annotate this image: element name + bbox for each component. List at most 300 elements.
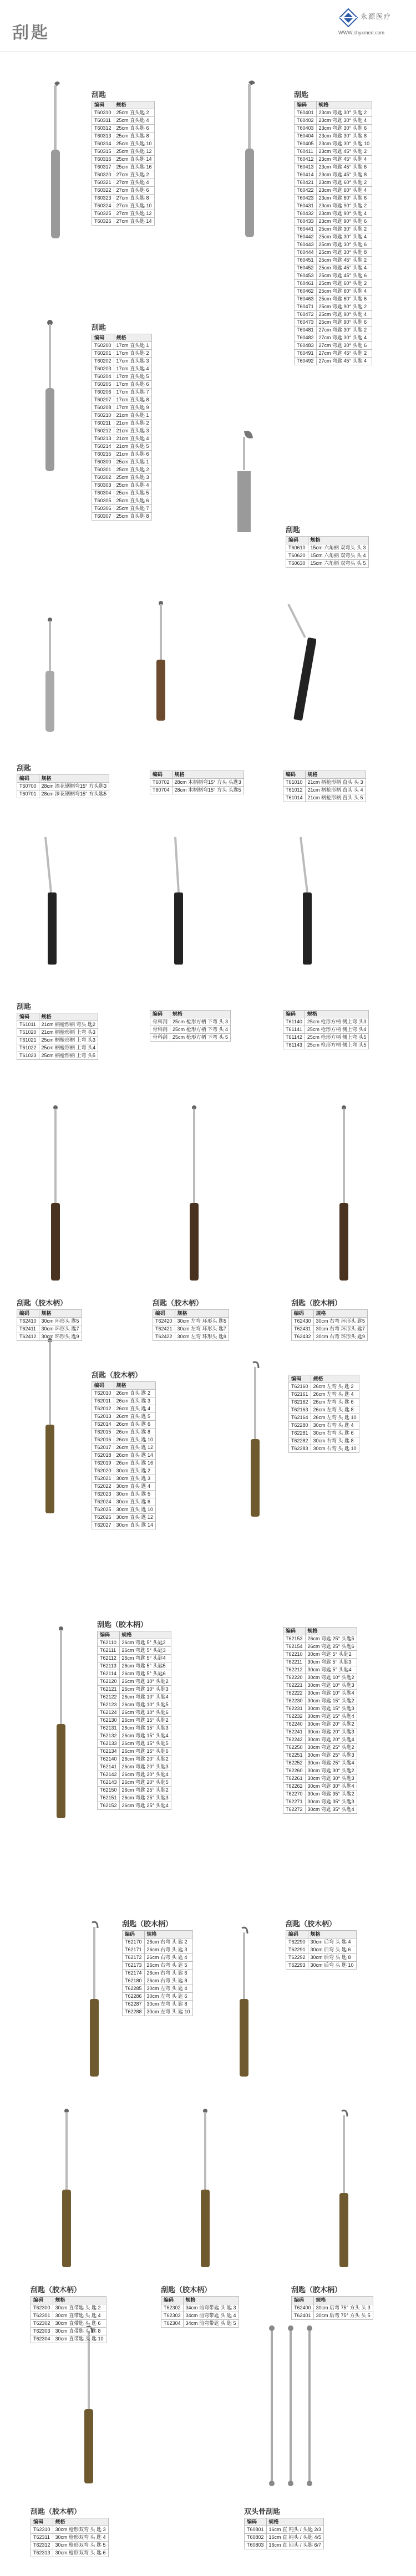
table-row bbox=[283, 1736, 357, 1744]
product-code-cell: T62410 bbox=[17, 1318, 39, 1325]
product-spec-cell: 25cm 直头匙 4 bbox=[114, 482, 151, 489]
product-spec-cell: 30cm 直头 匙 10 bbox=[114, 1506, 156, 1514]
product-table-block bbox=[17, 1001, 98, 1060]
product-spec-cell: 30cm 直头 匙 4 bbox=[114, 1483, 156, 1491]
table-header-row bbox=[283, 771, 366, 779]
product-code-cell: T62304 bbox=[161, 2320, 184, 2328]
table-row bbox=[17, 783, 109, 790]
table-row bbox=[283, 1705, 357, 1713]
table-header-row bbox=[292, 2297, 373, 2304]
product-spec-cell: 23cm 弯匙 45° 头匙 8 bbox=[316, 171, 372, 179]
table-row bbox=[295, 218, 372, 226]
product-code-cell: T62303 bbox=[161, 2312, 184, 2320]
product-spec-cell: 27cm 直头匙 10 bbox=[114, 202, 154, 210]
table-row bbox=[283, 1759, 357, 1767]
table-row bbox=[289, 1445, 359, 1453]
product-code-cell: T62170 bbox=[123, 1939, 145, 1946]
product-table bbox=[31, 2296, 106, 2343]
product-table-block bbox=[17, 762, 109, 798]
product-code-cell: T60307 bbox=[92, 513, 114, 521]
curette-illustration bbox=[44, 1103, 67, 1286]
column-header-spec: 规格 bbox=[39, 1013, 98, 1021]
table-row bbox=[98, 1763, 171, 1771]
product-table bbox=[150, 1010, 231, 1042]
product-spec-cell: 25cm 弯匙 45° 头匙 2 bbox=[316, 257, 372, 264]
product-spec-cell: 26cm 弯匙 10° 头匙4 bbox=[119, 1693, 171, 1701]
table-row bbox=[295, 311, 372, 319]
table-row bbox=[17, 1044, 98, 1052]
column-header-code: 编码 bbox=[92, 334, 114, 342]
product-code-cell: T62250 bbox=[283, 1744, 306, 1752]
product-code-cell: T60802 bbox=[245, 2534, 267, 2542]
product-spec-cell: 23cm 弯匙 60° 头匙 2 bbox=[316, 179, 372, 187]
table-row bbox=[295, 272, 372, 280]
product-code-cell: T60311 bbox=[92, 117, 114, 125]
product-spec-cell: 23cm 弯匙 45° 头匙 2 bbox=[316, 148, 372, 156]
product-spec-cell: 30cm 弯匙 15° 头匙3 bbox=[305, 1705, 357, 1713]
table-row bbox=[295, 156, 372, 164]
product-spec-cell: 30cm 后弯 75° 方头 头 5 bbox=[313, 2312, 373, 2320]
column-header-spec: 规格 bbox=[172, 771, 243, 779]
table-row bbox=[289, 1414, 359, 1422]
product-code-cell: T62120 bbox=[98, 1678, 120, 1686]
column-header-spec: 规格 bbox=[316, 101, 372, 109]
product-spec-cell: 17cm 直头匙 8 bbox=[114, 396, 151, 404]
product-spec-cell: 26cm 弯匙 5° 头匙4 bbox=[119, 1655, 171, 1662]
product-table-block bbox=[122, 1918, 193, 2016]
table-row bbox=[123, 2008, 193, 2016]
product-spec-cell: 26cm 弯匙 25° 头匙6 bbox=[305, 1643, 357, 1651]
product-spec-cell: 30cm 左弯 环形头 匙7 bbox=[175, 1325, 229, 1333]
product-code-cell: T62312 bbox=[31, 2542, 53, 2549]
product-spec-cell: 26cm 右弯 头 匙 4 bbox=[144, 1954, 192, 1962]
product-spec-cell: 26cm 弯匙 5° 头匙6 bbox=[119, 1670, 171, 1678]
product-spec-cell: 26cm 弯匙 20° 头匙2 bbox=[119, 1756, 171, 1763]
product-code-cell: T62242 bbox=[283, 1736, 306, 1744]
table-row bbox=[295, 241, 372, 249]
product-table-block bbox=[161, 2284, 239, 2328]
product-code-cell: T60610 bbox=[286, 544, 308, 552]
product-code-cell: T62023 bbox=[92, 1491, 114, 1498]
product-spec-cell: 21cm 直头匙 5 bbox=[114, 443, 151, 451]
column-header-spec: 规格 bbox=[311, 1375, 359, 1383]
table-row bbox=[295, 125, 372, 132]
column-header-code: 编码 bbox=[153, 1310, 175, 1318]
table-row bbox=[92, 195, 155, 202]
product-spec-cell: 25cm 弯匙 60° 头匙 4 bbox=[316, 288, 372, 295]
table-row bbox=[92, 427, 152, 435]
product-code-cell: T62304 bbox=[31, 2335, 53, 2343]
product-code-cell: T62293 bbox=[286, 1962, 308, 1970]
product-spec-cell: 30cm 右弯 环形头 匙7 bbox=[313, 1325, 368, 1333]
block-title: 刮匙（胶木柄） bbox=[122, 1920, 173, 1928]
product-spec-cell: 30cm 左弯 头 匙 10 bbox=[144, 2008, 192, 2016]
curette-illustration bbox=[333, 2106, 355, 2273]
column-header-spec: 规格 bbox=[114, 101, 154, 109]
product-spec-cell: 15cm 六角柄 双弯头 头 5 bbox=[308, 560, 368, 568]
table-row bbox=[283, 1690, 357, 1697]
product-code-cell: T60482 bbox=[295, 334, 317, 342]
column-header-code: 编码 bbox=[292, 2297, 314, 2304]
column-header-code: 编码 bbox=[92, 1382, 114, 1390]
product-code-cell: T60481 bbox=[295, 327, 317, 334]
column-header-code: 编码 bbox=[31, 2297, 53, 2304]
table-row bbox=[283, 1682, 357, 1690]
table-row bbox=[295, 257, 372, 264]
product-code-cell: T62313 bbox=[31, 2549, 53, 2557]
double-ended-curette-illustration bbox=[261, 2323, 322, 2489]
product-spec-cell: 26cm 左弯 头 匙 2 bbox=[311, 1383, 359, 1391]
column-header-code: 编码 bbox=[283, 771, 306, 779]
table-header-row bbox=[286, 537, 369, 544]
block-title: 刮匙（胶木柄） bbox=[31, 2286, 82, 2294]
product-spec-cell: 23cm 弯匙 90° 头匙 4 bbox=[316, 210, 372, 218]
product-code-cell: T60204 bbox=[92, 373, 114, 381]
product-spec-cell: 30cm 直头 匙 12 bbox=[114, 1514, 156, 1522]
product-code-cell: T62282 bbox=[289, 1437, 311, 1445]
product-spec-cell: 30cm 后弯 头 匙 6 bbox=[308, 1946, 356, 1954]
product-spec-cell: 15cm 六角柄 双弯头 头 4 bbox=[308, 552, 368, 560]
product-code-cell: T60421 bbox=[295, 179, 317, 187]
product-spec-cell: 28cm 木柄柄弯15° 方头 头匙5 bbox=[172, 787, 243, 794]
table-row bbox=[123, 1954, 193, 1962]
table-row bbox=[283, 1635, 357, 1643]
product-spec-cell: 23cm 弯匙 30° 头匙 2 bbox=[316, 109, 372, 117]
table-row bbox=[92, 404, 152, 412]
product-spec-cell: 21cm 直头匙 4 bbox=[114, 435, 151, 443]
product-code-cell: T61142 bbox=[283, 1034, 305, 1042]
table-row bbox=[92, 1491, 156, 1498]
product-code-cell: T60404 bbox=[295, 132, 317, 140]
product-spec-cell: 30cm 右弯 头 匙 4 bbox=[311, 1422, 359, 1430]
product-code-cell: T62152 bbox=[98, 1802, 120, 1810]
block-title: 刮匙 bbox=[294, 90, 309, 99]
block-title: 刮匙（胶木柄） bbox=[286, 1920, 337, 1928]
product-spec-cell: 30cm 弯匙 20° 头匙4 bbox=[305, 1736, 357, 1744]
table-row bbox=[92, 1522, 156, 1529]
product-spec-cell: 27cm 弯匙 30° 头匙 4 bbox=[316, 334, 372, 342]
table-row bbox=[92, 1467, 156, 1475]
website-url: WWW.shyxmed.com bbox=[338, 30, 385, 35]
table-row bbox=[295, 350, 372, 358]
product-code-cell: T60630 bbox=[286, 560, 308, 568]
product-code-cell: T60304 bbox=[92, 489, 114, 497]
curette-illustration bbox=[277, 599, 316, 726]
product-spec-cell: 27cm 弯匙 45° 头匙 2 bbox=[316, 350, 372, 358]
product-spec-cell: 34cm 前弯带匙 头 匙 3 bbox=[183, 2304, 239, 2312]
table-row bbox=[283, 1798, 357, 1806]
product-code-cell: T62231 bbox=[283, 1705, 306, 1713]
product-code-cell: T60451 bbox=[295, 257, 317, 264]
table-row bbox=[98, 1693, 171, 1701]
table-row bbox=[153, 1318, 229, 1325]
table-header-row bbox=[286, 1931, 357, 1939]
product-spec-cell: 30cm 直头 匙 3 bbox=[114, 1475, 156, 1483]
product-code-cell: T60411 bbox=[295, 148, 317, 156]
product-spec-cell: 30cm 后弯 头 匙 10 bbox=[308, 1962, 356, 1970]
product-code-cell: T62280 bbox=[289, 1422, 311, 1430]
block-title: 刮匙（胶木柄） bbox=[291, 2286, 342, 2294]
product-code-cell: T62131 bbox=[98, 1725, 120, 1732]
product-code-cell: T62221 bbox=[283, 1682, 306, 1690]
table-row bbox=[92, 1452, 156, 1460]
product-spec-cell: 21cm 柄枪形柄 直头 头 3 bbox=[305, 779, 366, 787]
product-code-cell: T60300 bbox=[92, 458, 114, 466]
curette-illustration bbox=[222, 427, 266, 538]
table-row bbox=[295, 303, 372, 311]
table-row bbox=[92, 489, 152, 497]
product-spec-cell: 25cm 弯匙 30° 头匙 2 bbox=[316, 226, 372, 233]
product-spec-cell: 26cm 弯匙 15° 头匙6 bbox=[119, 1748, 171, 1756]
column-header-code: 编码 bbox=[289, 1375, 311, 1383]
product-spec-cell: 30cm 左弯 环形头 匙9 bbox=[175, 1333, 229, 1341]
product-table bbox=[92, 1381, 156, 1529]
logo-icon bbox=[338, 8, 358, 28]
product-table-block bbox=[92, 1369, 156, 1529]
column-header-spec: 规格 bbox=[170, 1011, 231, 1018]
column-header-code: 编码 bbox=[123, 1931, 145, 1939]
table-row bbox=[92, 1421, 156, 1429]
product-code-cell: T62026 bbox=[92, 1514, 114, 1522]
table-row bbox=[289, 1422, 359, 1430]
product-table-block bbox=[31, 2506, 109, 2557]
product-spec-cell: 27cm 直头匙 8 bbox=[114, 195, 154, 202]
table-row bbox=[92, 187, 155, 195]
product-table bbox=[286, 1930, 357, 1970]
product-code-cell: T60302 bbox=[92, 474, 114, 482]
table-row bbox=[92, 1436, 156, 1444]
block-title: 刮匙（胶木柄） bbox=[92, 1371, 143, 1379]
table-row bbox=[98, 1670, 171, 1678]
table-row bbox=[31, 2304, 106, 2312]
column-header-spec: 规格 bbox=[53, 2518, 108, 2526]
product-spec-cell: 25cm 直头匙 6 bbox=[114, 125, 154, 132]
table-header-row bbox=[92, 1382, 156, 1390]
product-code-cell: T60483 bbox=[295, 342, 317, 350]
table-row bbox=[289, 1406, 359, 1414]
product-spec-cell: 30cm 弯匙 20° 头匙3 bbox=[305, 1728, 357, 1736]
product-spec-cell: 30cm 后弯 头 匙 4 bbox=[308, 1939, 356, 1946]
product-table bbox=[161, 2296, 239, 2328]
column-header-spec: 规格 bbox=[308, 1931, 356, 1939]
product-code-cell: T61023 bbox=[17, 1052, 39, 1060]
column-header-spec: 规格 bbox=[39, 775, 109, 783]
product-spec-cell: 21cm 直头匙 2 bbox=[114, 420, 151, 427]
product-table bbox=[17, 1013, 98, 1060]
product-code-cell: T60316 bbox=[92, 156, 114, 164]
table-row bbox=[161, 2320, 239, 2328]
product-spec-cell: 25cm 枪形方柄 侧上弯 头3 bbox=[305, 1018, 369, 1026]
table-row bbox=[17, 1021, 98, 1029]
table-row bbox=[98, 1647, 171, 1655]
product-spec-cell: 30cm 弯匙 5° 头匙3 bbox=[305, 1659, 357, 1666]
table-row bbox=[92, 505, 152, 513]
product-spec-cell: 17cm 直头匙 2 bbox=[114, 350, 151, 358]
table-header-row bbox=[31, 2518, 109, 2526]
product-spec-cell: 17cm 直头匙 4 bbox=[114, 365, 151, 373]
table-row bbox=[289, 1437, 359, 1445]
table-row bbox=[295, 319, 372, 327]
curette-illustration bbox=[78, 2323, 100, 2489]
column-header-spec: 规格 bbox=[313, 1310, 368, 1318]
table-row bbox=[295, 334, 372, 342]
product-code-cell: T62024 bbox=[92, 1498, 114, 1506]
product-code-cell: T62111 bbox=[98, 1647, 120, 1655]
product-spec-cell: 25cm 直头匙 3 bbox=[114, 474, 151, 482]
product-spec-cell: 30cm 直带匙 头 匙 6 bbox=[53, 2320, 106, 2328]
table-row bbox=[295, 327, 372, 334]
product-code-cell: T60432 bbox=[295, 210, 317, 218]
column-header-code: 编码 bbox=[295, 101, 317, 109]
column-header-code: 编码 bbox=[17, 775, 39, 783]
product-code-cell: T60306 bbox=[92, 505, 114, 513]
table-row bbox=[92, 1483, 156, 1491]
product-code-cell: T62210 bbox=[283, 1651, 306, 1659]
product-table bbox=[294, 101, 372, 365]
product-spec-cell: 30cm 左弯 头 匙 6 bbox=[144, 1993, 192, 2001]
table-row bbox=[283, 1034, 369, 1042]
product-code-cell: T62132 bbox=[98, 1732, 120, 1740]
table-row bbox=[123, 1946, 193, 1954]
product-code-cell: T62222 bbox=[283, 1690, 306, 1697]
product-spec-cell: 28cm 漆花钢柄弯15° 方头匙3 bbox=[39, 783, 109, 790]
column-header-spec: 规格 bbox=[119, 1631, 171, 1639]
table-row bbox=[92, 435, 152, 443]
product-spec-cell: 25cm 直头匙 8 bbox=[114, 513, 151, 521]
product-spec-cell: 25cm 枪形方柄 下弯 头 5 bbox=[170, 1034, 231, 1042]
page-header bbox=[0, 0, 416, 52]
table-row bbox=[295, 132, 372, 140]
product-code-cell: T62134 bbox=[98, 1748, 120, 1756]
product-code-cell: 骨科刮 bbox=[150, 1018, 170, 1026]
product-code-cell: T61022 bbox=[17, 1044, 39, 1052]
product-spec-cell: 30cm 弯匙 10° 头匙3 bbox=[305, 1682, 357, 1690]
product-spec-cell: 25cm 弯匙 45° 头匙 6 bbox=[316, 272, 372, 280]
column-header-spec: 规格 bbox=[305, 1011, 369, 1018]
product-spec-cell: 21cm 直头匙 3 bbox=[114, 427, 151, 435]
product-table bbox=[153, 1309, 229, 1341]
table-row bbox=[92, 350, 152, 358]
table-row bbox=[283, 1767, 357, 1775]
product-spec-cell: 34cm 前弯带匙 头 匙 5 bbox=[183, 2320, 239, 2328]
product-spec-cell: 30cm 弯匙 30° 头匙2 bbox=[305, 1767, 357, 1775]
product-table bbox=[286, 536, 369, 568]
product-spec-cell: 17cm 直头匙 3 bbox=[114, 358, 151, 365]
product-code-cell: T60301 bbox=[92, 466, 114, 474]
table-row bbox=[98, 1701, 171, 1709]
block-title: 刮匙 bbox=[92, 90, 106, 99]
table-header-row bbox=[150, 1011, 231, 1018]
product-spec-cell: 21cm 直头匙 1 bbox=[114, 412, 151, 420]
table-row bbox=[283, 1018, 369, 1026]
product-code-cell: T62220 bbox=[283, 1674, 306, 1682]
curette-illustration bbox=[161, 832, 194, 970]
table-row bbox=[286, 1946, 357, 1954]
table-row bbox=[286, 1962, 357, 1970]
product-code-cell: T60323 bbox=[92, 195, 114, 202]
table-row bbox=[31, 2549, 109, 2557]
product-spec-cell: 26cm 弯匙 15° 头匙5 bbox=[119, 1740, 171, 1748]
product-spec-cell: 27cm 直头匙 12 bbox=[114, 210, 154, 218]
product-code-cell: T61014 bbox=[283, 794, 306, 802]
table-row bbox=[283, 1651, 357, 1659]
product-spec-cell: 30cm 直带匙 头 匙 8 bbox=[53, 2328, 106, 2335]
product-code-cell: T60803 bbox=[245, 2542, 267, 2549]
product-table bbox=[291, 1309, 368, 1341]
product-spec-cell: 26cm 弯匙 15° 头匙4 bbox=[119, 1732, 171, 1740]
table-row bbox=[92, 466, 152, 474]
table-row bbox=[92, 381, 152, 389]
product-code-cell: T62020 bbox=[92, 1467, 114, 1475]
product-spec-cell: 23cm 弯匙 30° 头匙 10 bbox=[316, 140, 372, 148]
column-header-code: 编码 bbox=[17, 1013, 39, 1021]
product-table bbox=[97, 1631, 171, 1810]
table-row bbox=[92, 1498, 156, 1506]
product-code-cell: T60322 bbox=[92, 187, 114, 195]
product-spec-cell: 30cm 弯匙 10° 头匙2 bbox=[305, 1674, 357, 1682]
table-row bbox=[295, 342, 372, 350]
product-spec-cell: 26cm 直头 匙 8 bbox=[114, 1429, 156, 1436]
product-code-cell: T60801 bbox=[245, 2526, 267, 2534]
product-table bbox=[17, 1309, 82, 1341]
table-row bbox=[98, 1787, 171, 1794]
product-code-cell: T60472 bbox=[295, 311, 317, 319]
column-header-code: 编码 bbox=[92, 101, 114, 109]
product-spec-cell: 25cm 弯匙 90° 头匙 4 bbox=[316, 311, 372, 319]
table-header-row bbox=[98, 1631, 171, 1639]
table-row bbox=[92, 373, 152, 381]
table-row bbox=[289, 1383, 359, 1391]
product-code-cell: T60442 bbox=[295, 233, 317, 241]
product-code-cell: T60315 bbox=[92, 148, 114, 156]
product-code-cell: T60200 bbox=[92, 342, 114, 350]
block-title: 刮匙 bbox=[92, 323, 106, 331]
curette-illustration bbox=[33, 316, 67, 482]
product-spec-cell: 30cm 弯匙 30° 头匙3 bbox=[305, 1775, 357, 1783]
table-row bbox=[283, 1783, 357, 1791]
table-row bbox=[92, 132, 155, 140]
product-code-cell: 骨科刮 bbox=[150, 1034, 170, 1042]
product-spec-cell: 30cm 右弯 头 匙 10 bbox=[311, 1445, 359, 1453]
product-code-cell: T62311 bbox=[31, 2534, 53, 2542]
product-code-cell: T62110 bbox=[98, 1639, 120, 1647]
block-title: 刮匙（胶木柄） bbox=[291, 1299, 342, 1307]
table-row bbox=[92, 458, 152, 466]
product-spec-cell: 30cm 直头 匙 14 bbox=[114, 1522, 156, 1529]
product-spec-cell: 16cm 直 钝头 / 头匙 6/7 bbox=[266, 2542, 324, 2549]
column-header-spec: 规格 bbox=[114, 334, 151, 342]
product-spec-cell: 25cm 柄枪形柄 上弯 头3 bbox=[39, 1037, 98, 1044]
table-row bbox=[283, 1744, 357, 1752]
column-header-spec: 规格 bbox=[144, 1931, 192, 1939]
table-row bbox=[123, 1993, 193, 2001]
product-spec-cell: 30cm 左弯 头 匙 8 bbox=[144, 2001, 192, 2008]
product-code-cell: T62154 bbox=[283, 1643, 306, 1651]
product-code-cell: T60700 bbox=[17, 783, 39, 790]
table-row bbox=[17, 790, 109, 798]
product-spec-cell: 30cm 右弯 环形头 匙9 bbox=[313, 1333, 368, 1341]
product-code-cell: T62164 bbox=[289, 1414, 311, 1422]
table-header-row bbox=[161, 2297, 239, 2304]
product-spec-cell: 30cm 弯匙 35° 头匙3 bbox=[305, 1798, 357, 1806]
column-header-code: 编码 bbox=[31, 2518, 53, 2526]
product-code-cell: T62112 bbox=[98, 1655, 120, 1662]
product-table-block bbox=[153, 1297, 229, 1341]
product-code-cell: T60414 bbox=[295, 171, 317, 179]
product-code-cell: T62302 bbox=[161, 2304, 184, 2312]
product-table bbox=[122, 1930, 193, 2016]
column-header-code: 编码 bbox=[17, 1310, 39, 1318]
